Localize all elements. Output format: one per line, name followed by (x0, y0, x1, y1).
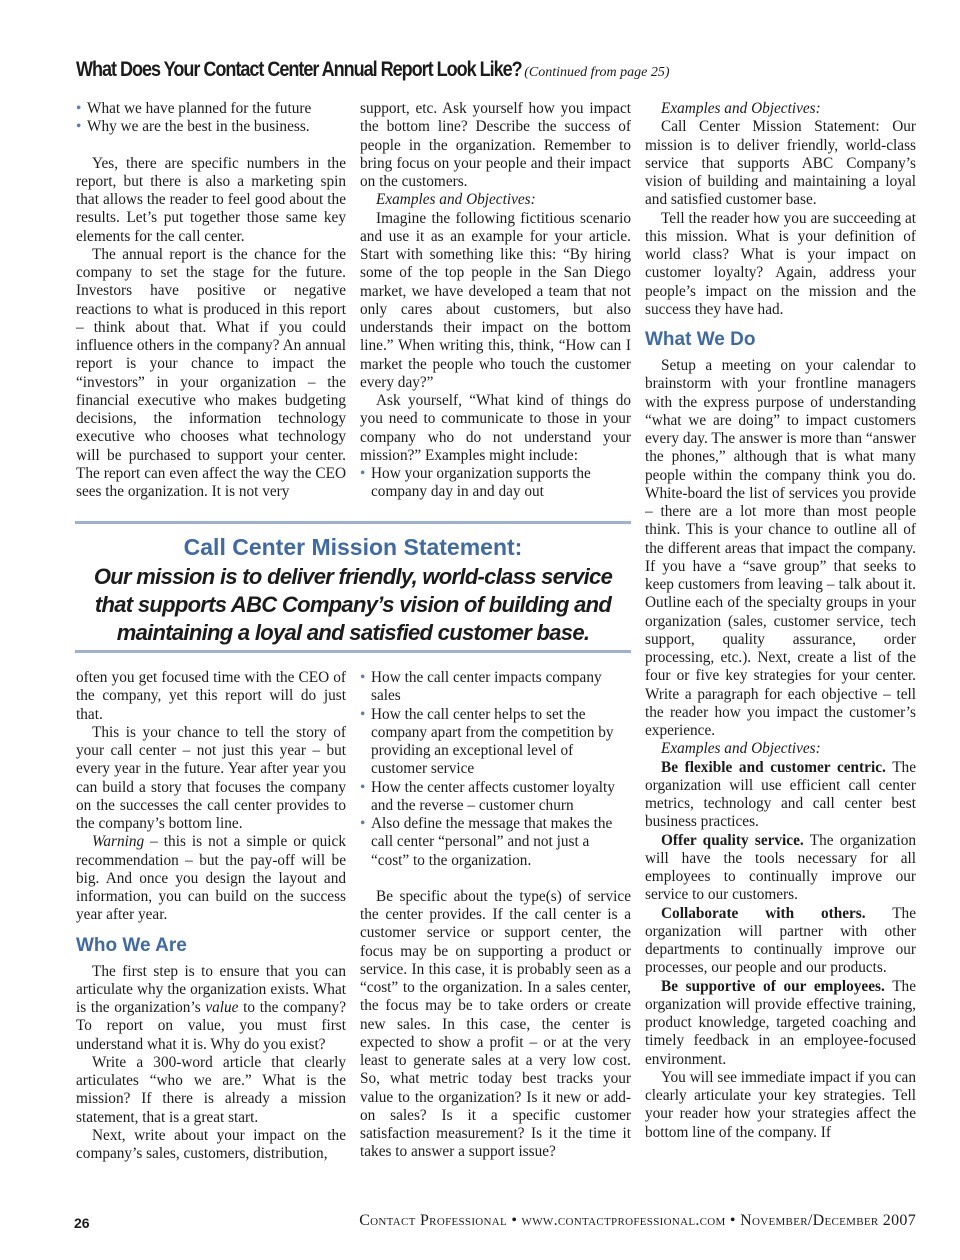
strategy-paragraph: Offer quality service. The organization will have the tools necessary for all employees to continually improve our service to our customers. (645, 831, 916, 904)
paragraph: often you get focused time with the CEO of the company, yet this report will do just that. (76, 669, 346, 723)
continued-note: (Continued from page 25) (524, 65, 670, 80)
paragraph: Write a 300-word article that clearly articulates “who we are.” What is the mission? If there is already a mission statement, that is a great start. (76, 1053, 346, 1126)
strategy-paragraph: Be supportive of our employees. The organization will provide effective training, product knowledge, targeted coaching and timely feedback in an employee-focused environment. (645, 977, 916, 1068)
examples-label: Examples and Objectives: (661, 100, 821, 117)
column-1-top (76, 100, 346, 501)
list-item: • How your organization supports the company day in and day out (360, 465, 591, 501)
paragraph: Imagine the following fictitious scenario and use it as an example for your article. Start with something like this: “By hiring some of the top people in the San Diego market, we have developed a team that not only cares about customers, but also understands their impact on the bottom line.” When writing this, think, “How can I market the people who touch the customer every day?” (360, 209, 631, 391)
list-item: • Why we are the best in the business. (76, 118, 310, 136)
strategy-paragraph: Collaborate with others. The organization will partner with other departments to continually improve our processes, our people and our products. (645, 904, 916, 977)
divider (75, 650, 631, 653)
bullet-icon: • (76, 118, 82, 136)
paragraph: Ask yourself, “What kind of things do you need to communicate to those in your company who do not understand your mission?” Examples might include: (360, 392, 631, 464)
bullet-icon: • (360, 669, 366, 686)
bullet-icon: • (360, 815, 366, 832)
paragraph: Next, write about your impact on the company’s sales, customers, distribution, (76, 1126, 346, 1162)
paragraph: Yes, there are specific numbers in the report, but there is also a marketing spin that allows the reader to feel good about the results. Let’s put together those same key elements for the call center. (76, 154, 346, 245)
divider (75, 521, 631, 524)
list-item: • Also define the message that makes the call center “personal” and not just a “cost” to the organization. (360, 815, 613, 869)
publication-line: Contact Professional • www.contactprofessional.com • November/December 2007 (359, 1212, 916, 1229)
paragraph: Be specific about the type(s) of service the center provides. If the call center is a customer service or support center, the focus may be on supporting a product or service. In this case, it is probably seen as a “cost” to the organization. In a sales center, the focus may be to take orders or create new sales. In this case, the center is expected to show a profit – or at the very least to generate sales at a very low cost. So, what metric today best tracks your value to the organization? Is it new or add-on sales? Is it a specific customer satisfaction measurement? Is it the time it takes to answer a support issue? (360, 887, 631, 1161)
column-2-top (360, 100, 631, 502)
section-heading-who-we-are: Who We Are (76, 934, 187, 956)
paragraph: support, etc. Ask yourself how you impact the bottom line? Describe the success of people in the organization. Remember to bring focus on your people and their impact on the customers. (360, 100, 631, 190)
paragraph: The first step is to ensure that you can articulate why the organization exists. What is the organization’s value to the company? To report on value, you must first understand what it is. Why do you exist? (76, 962, 346, 1053)
callout-body: Our mission is to deliver friendly, world-class service that supports ABC Company’s vision of building and maintaining a loyal and satisfied customer base. (93, 564, 613, 645)
list-item: • How the call center helps to set the company apart from the competition by providing an exceptional level of customer service (360, 705, 614, 778)
bullet-icon: • (360, 465, 366, 482)
column-3 (645, 100, 916, 1142)
mission-callout (75, 521, 631, 653)
paragraph: Warning – this is not a simple or quick recommendation – but the pay-off will be big. And once you design the layout and information, you can build on the success year after year. (76, 833, 346, 924)
paragraph: Tell the reader how you are succeeding at this mission. What is your definition of world class? What is your impact on customer loyalty? Again, address your people’s impact on the mission and the success they have had. (645, 209, 916, 318)
bullet-icon: • (76, 100, 82, 117)
examples-label: Examples and Objectives: (661, 740, 821, 758)
column-2-bottom (360, 669, 631, 1162)
examples-label: Examples and Objectives: (376, 191, 536, 209)
section-heading-what-we-do: What We Do (645, 329, 756, 350)
page-number: 26 (74, 1215, 90, 1231)
paragraph: Call Center Mission Statement: Our mission is to deliver friendly, world-class service that supports ABC Company’s vision of building and maintaining a loyal and satisfied customer base. (645, 118, 916, 209)
list-item: • How the center affects customer loyalty and the reverse – customer churn (360, 778, 615, 814)
bullet-icon: • (360, 778, 366, 796)
column-1-bottom (76, 669, 346, 1163)
paragraph: You will see immediate impact if you can clearly articulate your key strategies. Tell your reader how your strategies affect the bottom line of the company. If (645, 1068, 916, 1141)
bullet-icon: • (360, 705, 366, 723)
page-header (76, 58, 936, 82)
list-item: • How the call center impacts company sales (360, 669, 602, 705)
paragraph: Setup a meeting on your calendar to brainstorm with your frontline managers with the express purpose of understanding “what we are doing” to impact customers every day. The answer is more than “answer the phones,” although that is what many people within the company think you do. White-board the list of services you provide – there are a lot more than most people think. This is your chance to outline all of the different areas that impact the company. If you have a “save group” that seeks to keep customers from leaving – talk about it. Outline each of the specialty groups in your organization (sales, customer service, tech support, quality assurance, order processing, etc.). Next, create a list of the four or five key strategies for your center. Write a paragraph for each objective – tell the reader how you impact the customer’s experience. (645, 357, 916, 739)
list-item: • What we have planned for the future (76, 100, 312, 117)
strategy-paragraph: Be flexible and customer centric. The organization will use efficient call center metrics, technology and call center best business practices. (645, 758, 916, 831)
article-title: What Does Your Contact Center Annual Report Look Like? (76, 58, 522, 81)
paragraph: This is your chance to tell the story of your call center – not just this year – but every year in the future. Year after year you can build a story that focuses the company on the successes the call center provides to the company’s bottom line. (76, 723, 346, 832)
callout-heading: Call Center Mission Statement: (183, 534, 523, 560)
paragraph: The annual report is the chance for the company to set the stage for the future. Investors have positive or negative reactions to what is produced in this report – think about that. What if you could influence others in the company? An annual report is your chance to impact the “investors” in your organization – the financial executive who makes budgeting decisions, the information technology executive who chooses what technology will be purchased to support your center. The report can even affect the way the CEO sees the organization. It is not very (76, 245, 346, 500)
